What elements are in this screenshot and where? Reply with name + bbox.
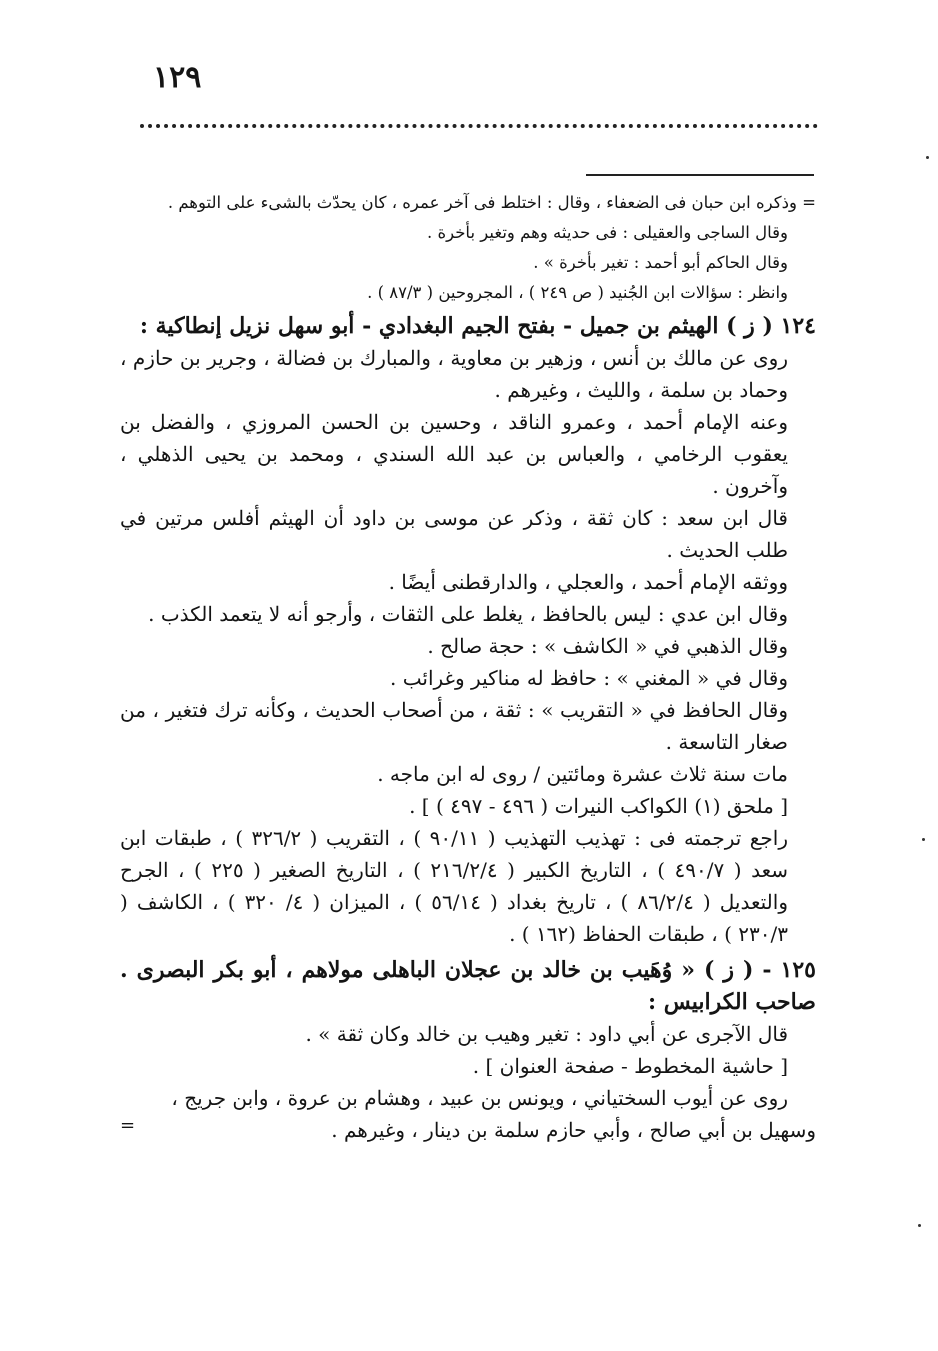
narrators-from-line-1: روى عن أيوب السختياني ، ويونس بن عبيد ، وهشام بن عروة ، وابن جريج ، <box>171 1086 788 1110</box>
footnote-separator-rule <box>586 174 814 176</box>
ajurri-quote: قال الآجرى عن أبي داود : تغير وهيب بن خالد وكان ثقة » . <box>305 1022 788 1046</box>
footnote-block <box>120 188 816 308</box>
ibn-saad-quote: قال ابن سعد : كان ثقة ، وذكر عن موسى بن داود أن الهيثم أفلس مرتين في طلب الحديث . <box>120 506 788 562</box>
appendix-note: [ ملحق (١) الكواكب النيرات ( ٤٩٦ - ٤٩٧ ) ] . <box>409 794 788 818</box>
scan-speck <box>922 838 925 841</box>
narrators-from-line-2 <box>120 1114 816 1146</box>
continuation-mark: = <box>120 1115 136 1136</box>
header-dotted-rule <box>140 124 818 128</box>
entry-124 <box>120 310 816 950</box>
entry-heading: ١٢٥ - ( ز ) « وُهَيب بن خالد بن عجلان الباهلى مولاهم ، أبو بكر البصرى . صاحب الكرابيس : <box>120 957 816 1015</box>
scan-speck <box>926 156 929 159</box>
narrators-from: روى عن مالك بن أنس ، وزهير بن معاوية ، والمبارك بن فضالة ، وجرير بن حازم ، وحماد بن سلمة ، والليث ، وغيرهم . <box>120 346 788 402</box>
scan-speck <box>918 1224 921 1227</box>
footnote-line: وقال الساجى والعقيلى : فى حديثه وهم وتغير بأخرة . <box>426 223 788 242</box>
references-list: راجع ترجمته فى : تهذيب التهذيب ( ٩٠/١١ ) ، التقريب ( ٣٢٦/٢ ) ، طبقات ابن سعد ( ٤٩٠/٧ ) ، التاريخ الكبير ( ٢١٦/٢/٤ ) ، التاريخ الصغير ( ٢٢٥ ) ، الجرح والتعديل ( ٨٦/٢/٤ ) ، تاريخ بغداد ( ٥٦/١٤ ) ، الميزان ( ٤/ ٣٢٠ ) ، الكاشف ( ٢٣٠/٣ ) ، طبقات الحفاظ (١٦٢ ) . <box>120 826 789 946</box>
page-content <box>120 188 816 1146</box>
narrators-from-line-2-text: وسهيل بن أبي صالح ، وأبي حازم سلمة بن دينار ، وغيرهم . <box>331 1118 816 1142</box>
footnote-line: = وذكره ابن حبان فى الضعفاء ، وقال : اختلط فى آخر عمره ، كان يحدّث بالشىء على التوهم . <box>167 193 816 212</box>
ibn-adi-quote: وقال ابن عدي : ليس بالحافظ ، يغلط على الثقات ، وأرجو أنه لا يتعمد الكذب . <box>148 602 788 626</box>
footnote-line: وانظر : سؤالات ابن الجُنيد ( ص ٢٤٩ ) ، المجروحين ( ٨٧/٣ ) . <box>367 283 788 302</box>
taqrib-quote: وقال الحافظ في « التقريب » : ثقة ، من أصحاب الحديث ، وكأنه ترك فتغير ، من صغار التاسعة . <box>120 698 788 754</box>
entry-heading: ١٢٤ ( ز ) الهيثم بن جميل - بفتح الجيم البغدادي - أبو سهل نزيل إنطاكية : <box>139 313 816 339</box>
entry-125 <box>120 954 816 1146</box>
page-number: ١٢٩ <box>153 60 202 95</box>
manuscript-margin-note: [ حاشية المخطوط - صفحة العنوان ] . <box>472 1054 788 1078</box>
death-line: مات سنة ثلاث عشرة ومائتين / روى له ابن ماجه . <box>377 762 788 786</box>
narrators-to: وعنه الإمام أحمد ، وعمرو الناقد ، وحسين بن الحسن المروزي ، والفضل بن يعقوب الرخامي ، والعباس بن عبد الله السندي ، ومحمد بن يحيى الذهلي ، وآخرون . <box>120 410 788 498</box>
mughni-quote: وقال في « المغني » : حافظ له مناكير وغرائب . <box>390 666 788 690</box>
dhahabi-kashif-quote: وقال الذهبي في « الكاشف » : حجة صالح . <box>427 634 788 658</box>
footnote-line: وقال الحاكم أبو أحمد : تغير بأخرة » . <box>533 253 788 272</box>
tawthiq-line: ووثقه الإمام أحمد ، والعجلي ، والدارقطنى أيضًا . <box>388 570 788 594</box>
